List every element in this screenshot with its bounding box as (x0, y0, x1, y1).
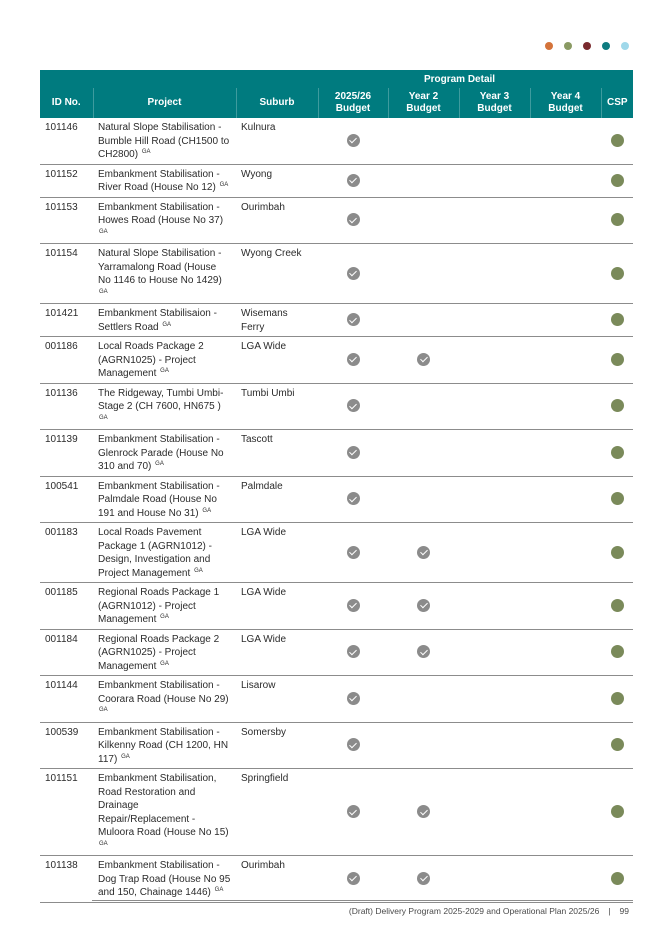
cell-project (93, 476, 236, 523)
cell-year1-budget (318, 476, 388, 523)
cell-id: 100539 (40, 722, 93, 769)
csp-dot-icon (611, 645, 624, 658)
cell-year2-budget (388, 583, 459, 630)
cell-suburb: Tascott (236, 430, 318, 477)
cell-year1-budget (318, 430, 388, 477)
ga-marker: GA (160, 368, 169, 374)
cell-csp (601, 383, 633, 430)
cell-id: 101144 (40, 676, 93, 723)
column-header-csp: CSP (601, 88, 633, 118)
check-circle-icon (417, 546, 430, 559)
ga-marker: GA (160, 614, 169, 620)
cell-year2-budget (388, 383, 459, 430)
cell-id: 101139 (40, 430, 93, 477)
footer-divider (92, 900, 633, 901)
cell-id: 001185 (40, 583, 93, 630)
ga-marker: GA (99, 228, 108, 235)
cell-suburb: Tumbi Umbi (236, 383, 318, 430)
cell-year2-budget (388, 197, 459, 244)
footer-document-title: (Draft) Delivery Program 2025-2029 and Operational Plan 2025/26 (348, 906, 600, 916)
csp-dot-icon (611, 599, 624, 612)
table-row (40, 337, 633, 384)
cell-project (93, 164, 236, 197)
cell-year1-budget (318, 164, 388, 197)
cell-year1-budget (318, 383, 388, 430)
header-line: Year 2 (408, 91, 439, 102)
cell-suburb: Ourimbah (236, 197, 318, 244)
table-row (40, 476, 633, 523)
project-name: Embankment Stabilisation - Kilkenny Road (CH 1200, HN 117) (98, 726, 229, 765)
cell-year2-budget (388, 722, 459, 769)
project-name: Embankment Stabilisaion - Settlers Road (98, 308, 217, 333)
cell-project (93, 197, 236, 244)
project-name: Embankment Stabilisation - Coorara Road (House No 29) (98, 680, 229, 705)
cell-id: 001184 (40, 629, 93, 676)
cell-year3-budget (459, 383, 530, 430)
cell-year3-budget (459, 164, 530, 197)
cell-id: 101421 (40, 304, 93, 337)
check-circle-icon (347, 174, 360, 187)
cell-id: 100541 (40, 476, 93, 523)
decorative-dot (583, 42, 591, 50)
cell-id: 101136 (40, 383, 93, 430)
cell-suburb: LGA Wide (236, 523, 318, 583)
cell-year4-budget (530, 337, 601, 384)
column-header-id: ID No. (40, 88, 93, 118)
column-header-year2-budget (388, 88, 459, 118)
cell-year1-budget (318, 244, 388, 304)
check-circle-icon (347, 134, 360, 147)
cell-year4-budget (530, 856, 601, 903)
header-line: Budget (335, 103, 371, 114)
project-name: Regional Roads Package 2 (AGRN1025) - Project Management (98, 633, 220, 672)
cell-project (93, 583, 236, 630)
decorative-dot (602, 42, 610, 50)
cell-suburb: LGA Wide (236, 337, 318, 384)
cell-year3-budget (459, 430, 530, 477)
table-row (40, 629, 633, 676)
header-spacer (236, 70, 318, 88)
cell-year3-budget (459, 676, 530, 723)
page-footer (349, 906, 629, 916)
ga-marker: GA (141, 149, 151, 155)
check-circle-icon (347, 692, 360, 705)
cell-id: 001186 (40, 337, 93, 384)
cell-id: 101146 (40, 118, 93, 164)
table-row (40, 164, 633, 197)
header-line: Budget (406, 103, 441, 114)
cell-csp (601, 676, 633, 723)
project-name: Embankment Stabilisation - Dog Trap Road (House No 95 and 150, Chainage 1446) (98, 860, 231, 898)
table-row (40, 769, 633, 856)
project-name: Embankment Stabilisation - Palmdale Road (House No 191 and House No 31) (98, 480, 220, 519)
cell-project (93, 722, 236, 769)
cell-id: 101151 (40, 769, 93, 856)
ga-marker: GA (121, 753, 130, 760)
cell-project (93, 244, 236, 304)
cell-suburb: Ourimbah (236, 856, 318, 903)
check-circle-icon (347, 805, 360, 818)
check-circle-icon (347, 645, 360, 658)
cell-id: 001183 (40, 523, 93, 583)
cell-suburb: Wyong (236, 164, 318, 197)
cell-year4-budget (530, 583, 601, 630)
cell-year4-budget (530, 118, 601, 164)
cell-year4-budget (530, 676, 601, 723)
cell-year4-budget (530, 430, 601, 477)
table-row (40, 523, 633, 583)
cell-project (93, 676, 236, 723)
ga-marker: GA (155, 461, 164, 467)
cell-year1-budget (318, 118, 388, 164)
csp-dot-icon (611, 213, 624, 226)
column-header-year4-budget (530, 88, 601, 118)
cell-suburb: Lisarow (236, 676, 318, 723)
cell-csp (601, 244, 633, 304)
cell-project (93, 523, 236, 583)
column-header-year3-budget (459, 88, 530, 118)
program-detail-heading: Program Detail (318, 70, 601, 88)
cell-id: 101138 (40, 856, 93, 903)
cell-project (93, 383, 236, 430)
cell-year4-budget (530, 244, 601, 304)
csp-dot-icon (611, 399, 624, 412)
cell-year2-budget (388, 769, 459, 856)
cell-year3-budget (459, 118, 530, 164)
cell-year2-budget (388, 118, 459, 164)
table-row (40, 583, 633, 630)
csp-dot-icon (611, 692, 624, 705)
table-row (40, 430, 633, 477)
ga-marker: GA (162, 321, 172, 328)
cell-year1-budget (318, 337, 388, 384)
cell-year1-budget (318, 304, 388, 337)
check-circle-icon (347, 399, 360, 412)
check-circle-icon (347, 213, 360, 226)
cell-csp (601, 197, 633, 244)
cell-year4-budget (530, 476, 601, 523)
cell-year4-budget (530, 164, 601, 197)
cell-year2-budget (388, 856, 459, 903)
csp-dot-icon (611, 267, 624, 280)
cell-year3-budget (459, 856, 530, 903)
check-circle-icon (347, 546, 360, 559)
cell-year4-budget (530, 304, 601, 337)
csp-dot-icon (611, 738, 624, 751)
cell-suburb: Kulnura (236, 118, 318, 164)
cell-year3-budget (459, 523, 530, 583)
cell-project (93, 118, 236, 164)
cell-year2-budget (388, 476, 459, 523)
csp-dot-icon (611, 313, 624, 326)
check-circle-icon (347, 492, 360, 505)
table-row (40, 197, 633, 244)
table-row (40, 676, 633, 723)
cell-year1-budget (318, 856, 388, 903)
decorative-dots (545, 42, 629, 50)
table-row (40, 722, 633, 769)
header-line: 2025/26 (334, 91, 372, 102)
cell-year3-budget (459, 197, 530, 244)
cell-year2-budget (388, 304, 459, 337)
cell-year1-budget (318, 197, 388, 244)
cell-year1-budget (318, 523, 388, 583)
project-name: The Ridgeway, Tumbi Umbi- Stage 2 (CH 7600, HN675 ) (98, 387, 224, 412)
project-name: Embankment Stabilisation - River Road (House No 12) (98, 168, 220, 193)
ga-marker: GA (99, 288, 108, 295)
csp-dot-icon (611, 546, 624, 559)
cell-csp (601, 629, 633, 676)
check-circle-icon (347, 353, 360, 366)
cell-suburb: LGA Wide (236, 629, 318, 676)
cell-project (93, 430, 236, 477)
check-circle-icon (347, 738, 360, 751)
header-line: Budget (477, 103, 512, 114)
ga-marker: GA (160, 660, 169, 667)
csp-dot-icon (611, 446, 624, 459)
ga-marker: GA (99, 840, 108, 847)
table-row (40, 118, 633, 164)
cell-year3-budget (459, 304, 530, 337)
project-name: Local Roads Pavement Package 1 (AGRN1012) - Design, Investigation and Project Management (98, 527, 212, 579)
project-name: Regional Roads Package 1 (AGRN1012) - Project Management (98, 587, 220, 625)
ga-marker: GA (202, 507, 212, 514)
check-circle-icon (347, 267, 360, 280)
header-spacer (93, 70, 236, 88)
column-header-suburb: Suburb (236, 88, 318, 118)
cell-year2-budget (388, 164, 459, 197)
cell-year1-budget (318, 769, 388, 856)
cell-project (93, 769, 236, 856)
csp-dot-icon (611, 353, 624, 366)
project-name: Embankment Stabilisation - Howes Road (House No 37) (98, 201, 224, 226)
column-header-project: Project (93, 88, 236, 118)
cell-csp (601, 476, 633, 523)
cell-id: 101153 (40, 197, 93, 244)
header-spacer (601, 70, 633, 88)
ga-marker: GA (194, 567, 203, 574)
cell-year4-budget (530, 629, 601, 676)
cell-year2-budget (388, 523, 459, 583)
check-circle-icon (417, 872, 430, 885)
project-name: Embankment Stabilisation, Road Restoration and Drainage Repair/Replacement - Muloora Road (House No 15) (98, 773, 229, 838)
cell-year3-budget (459, 769, 530, 856)
table-row (40, 244, 633, 304)
check-circle-icon (417, 599, 430, 612)
decorative-dot (621, 42, 629, 50)
cell-csp (601, 583, 633, 630)
header-line: Budget (548, 103, 583, 114)
cell-year3-budget (459, 337, 530, 384)
cell-year2-budget (388, 430, 459, 477)
project-name: Embankment Stabilisation - Glenrock Parade (House No 310 and 70) (98, 434, 224, 472)
program-detail-table (40, 70, 633, 903)
cell-year4-budget (530, 722, 601, 769)
cell-year3-budget (459, 629, 530, 676)
check-circle-icon (347, 313, 360, 326)
cell-suburb: Somersby (236, 722, 318, 769)
page-number: 99 (619, 906, 629, 916)
cell-year4-budget (530, 197, 601, 244)
csp-dot-icon (611, 174, 624, 187)
cell-year1-budget (318, 629, 388, 676)
csp-dot-icon (611, 134, 624, 147)
project-name: Natural Slope Stabilisation - Bumble Hill Road (CH1500 to CH2800) (98, 122, 230, 160)
ga-marker: GA (99, 707, 108, 713)
cell-year2-budget (388, 244, 459, 304)
cell-csp (601, 430, 633, 477)
column-header-year1-budget (318, 88, 388, 118)
check-circle-icon (417, 805, 430, 818)
cell-year2-budget (388, 676, 459, 723)
project-name: Local Roads Package 2 (AGRN1025) - Project Management (98, 341, 204, 379)
table-row (40, 856, 633, 903)
header-spacer (40, 70, 93, 88)
cell-csp (601, 118, 633, 164)
cell-year1-budget (318, 722, 388, 769)
cell-id: 101154 (40, 244, 93, 304)
cell-year4-budget (530, 383, 601, 430)
cell-project (93, 856, 236, 903)
csp-dot-icon (611, 872, 624, 885)
cell-project (93, 304, 236, 337)
decorative-dot (564, 42, 572, 50)
cell-year2-budget (388, 629, 459, 676)
footer-separator: | (608, 906, 611, 916)
header-line: Year 4 (550, 91, 581, 102)
check-circle-icon (347, 599, 360, 612)
cell-suburb: Palmdale (236, 476, 318, 523)
project-name: Natural Slope Stabilisation - Yarramalong Road (House No 1146 to House No 1429) (98, 248, 222, 286)
cell-csp (601, 769, 633, 856)
ga-marker: GA (99, 414, 108, 421)
check-circle-icon (347, 872, 360, 885)
cell-csp (601, 337, 633, 384)
cell-year4-budget (530, 769, 601, 856)
cell-project (93, 629, 236, 676)
cell-year4-budget (530, 523, 601, 583)
cell-suburb: LGA Wide (236, 583, 318, 630)
cell-year3-budget (459, 722, 530, 769)
cell-year1-budget (318, 676, 388, 723)
cell-year1-budget (318, 583, 388, 630)
cell-csp (601, 523, 633, 583)
cell-year3-budget (459, 583, 530, 630)
csp-dot-icon (611, 492, 624, 505)
cell-year2-budget (388, 337, 459, 384)
decorative-dot (545, 42, 553, 50)
cell-suburb: Wyong Creek (236, 244, 318, 304)
check-circle-icon (417, 353, 430, 366)
check-circle-icon (417, 645, 430, 658)
table-row (40, 304, 633, 337)
cell-project (93, 337, 236, 384)
table-row (40, 383, 633, 430)
ga-marker: GA (214, 887, 224, 893)
cell-csp (601, 304, 633, 337)
cell-year3-budget (459, 476, 530, 523)
ga-marker: GA (219, 182, 229, 188)
cell-suburb: Springfield (236, 769, 318, 856)
check-circle-icon (347, 446, 360, 459)
csp-dot-icon (611, 805, 624, 818)
cell-csp (601, 164, 633, 197)
cell-suburb: Wisemans Ferry (236, 304, 318, 337)
cell-csp (601, 856, 633, 903)
cell-id: 101152 (40, 164, 93, 197)
header-line: Year 3 (479, 91, 510, 102)
cell-csp (601, 722, 633, 769)
cell-year3-budget (459, 244, 530, 304)
